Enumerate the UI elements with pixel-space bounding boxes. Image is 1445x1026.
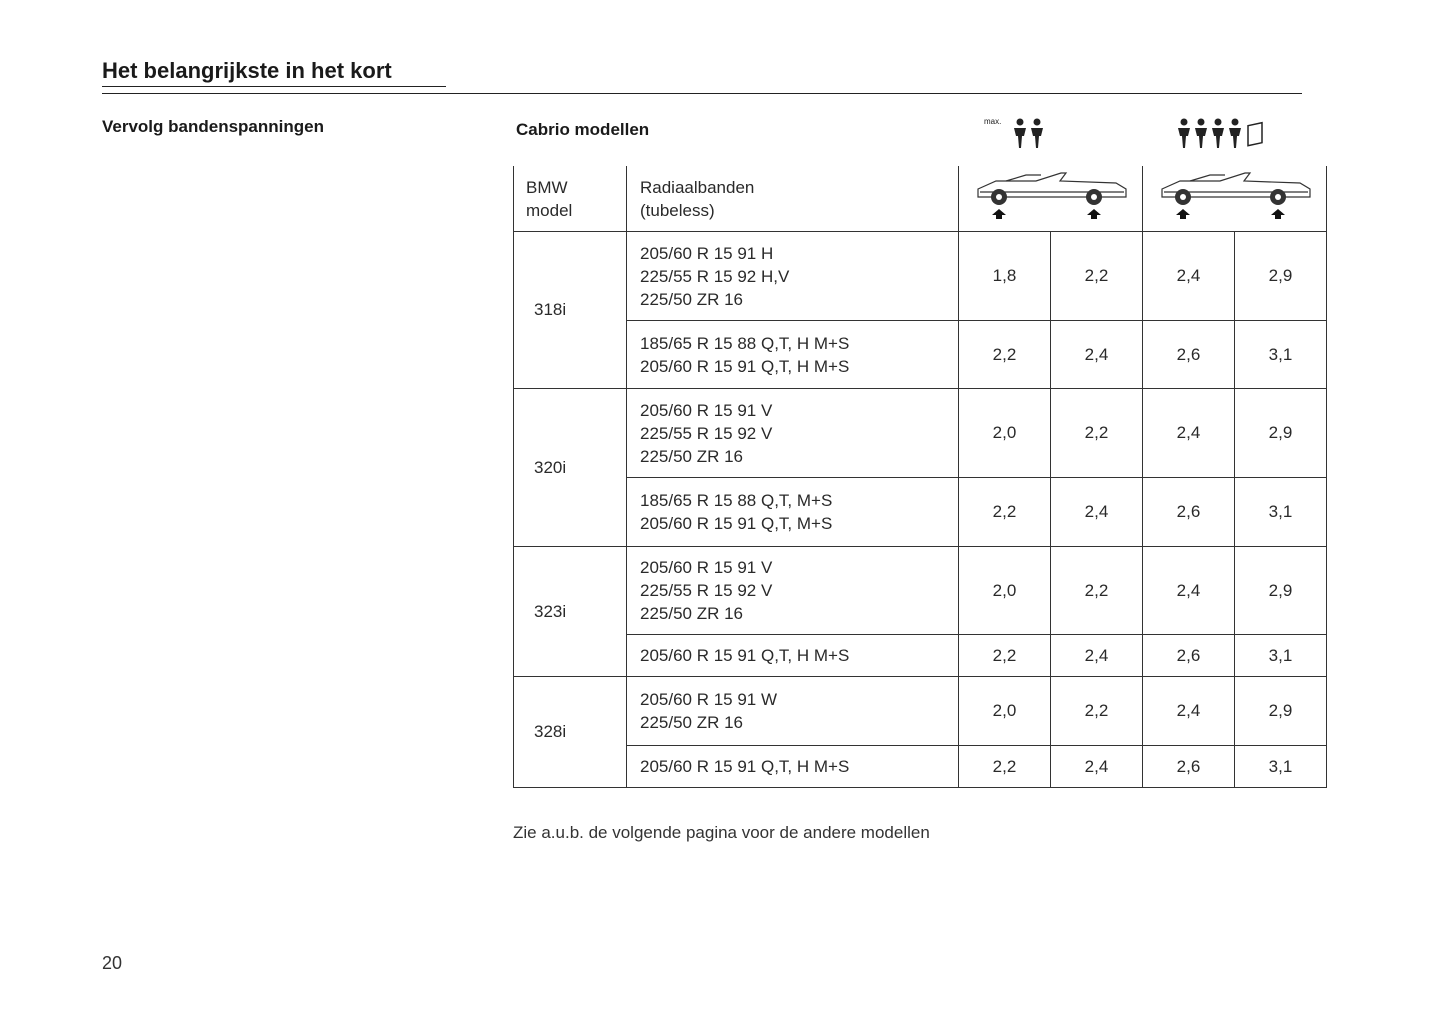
- pressure-value: 2,9: [1235, 232, 1327, 321]
- pressure-value: 3,1: [1235, 746, 1327, 788]
- tyre-size: 225/50 ZR 16: [640, 604, 744, 623]
- section-title: Vervolg bandenspanningen: [102, 117, 324, 136]
- page-number: 20: [102, 953, 123, 973]
- table-row: [514, 389, 1327, 478]
- tyre-cell: [627, 232, 959, 321]
- table-header-row: [514, 166, 1327, 232]
- tyre-size: 205/60 R 15 91 Q,T, H M+S: [640, 757, 850, 776]
- pressure-value: 2,2: [959, 635, 1051, 677]
- pressure-value: 2,4: [1143, 547, 1235, 635]
- header-tyre-line1: Radiaalbanden: [640, 177, 755, 197]
- pressure-value: 2,4: [1051, 746, 1143, 788]
- tyre-size: 225/55 R 15 92 V: [640, 581, 773, 600]
- header-tyre: [627, 166, 959, 232]
- tyre-size: 185/65 R 15 88 Q,T, H M+S: [640, 333, 850, 353]
- pressure-value: 2,2: [959, 321, 1051, 389]
- page-title: Het belangrijkste in het kort: [102, 58, 392, 83]
- tyre-cell: [627, 478, 959, 547]
- header-model-line2: model: [526, 200, 573, 220]
- table-row: [514, 478, 1327, 547]
- header-car-partial-load: [959, 166, 1143, 232]
- four-persons-luggage-icon: [1176, 117, 1272, 149]
- tyre-size: 205/60 R 15 91 Q,T, H M+S: [640, 356, 850, 376]
- pressure-value: 2,2: [1051, 232, 1143, 321]
- header-model: [514, 166, 627, 232]
- tyre-cell: [627, 677, 959, 746]
- tyre-size: 225/55 R 15 92 H,V: [640, 266, 790, 286]
- axle-arrow-icon: [1087, 209, 1101, 219]
- table-row: [514, 547, 1327, 635]
- pressure-value: 1,8: [959, 232, 1051, 321]
- pressure-value: 3,1: [1235, 321, 1327, 389]
- max-label: max.: [984, 117, 1002, 126]
- tyre-size: 225/50 ZR 16: [640, 713, 744, 732]
- tyre-size: 185/65 R 15 88 Q,T, M+S: [640, 491, 833, 510]
- footnote: Zie a.u.b. de volgende pagina voor de andere modellen: [513, 823, 930, 842]
- header-divider: [102, 93, 1302, 94]
- pressure-value: 2,4: [1051, 635, 1143, 677]
- pressure-value: 2,0: [959, 389, 1051, 478]
- two-persons-icon: [984, 117, 1050, 149]
- tyre-size: 205/60 R 15 91 W: [640, 690, 778, 709]
- tyre-cell: [627, 746, 959, 788]
- pressure-value: 2,9: [1235, 389, 1327, 478]
- pressure-value: 2,6: [1143, 746, 1235, 788]
- table-row: [514, 746, 1327, 788]
- table-row: [514, 232, 1327, 321]
- pressure-value: 2,4: [1051, 321, 1143, 389]
- pressure-value: 2,9: [1235, 677, 1327, 746]
- pressure-value: 2,0: [959, 677, 1051, 746]
- table-title: Cabrio modellen: [516, 120, 650, 139]
- axle-arrow-icon: [1176, 209, 1190, 219]
- pressure-value: 2,9: [1235, 547, 1327, 635]
- tyre-size: 205/60 R 15 91 Q,T, H M+S: [640, 646, 850, 665]
- pressure-value: 2,4: [1143, 677, 1235, 746]
- pressure-value: 2,2: [1051, 389, 1143, 478]
- pressure-value: 2,2: [1051, 547, 1143, 635]
- tyre-size: 205/60 R 15 91 H: [640, 243, 774, 263]
- convertible-car-icon: [1150, 167, 1320, 225]
- convertible-car-icon: [966, 167, 1136, 225]
- table-row: [514, 635, 1327, 677]
- pressure-value: 2,6: [1143, 321, 1235, 389]
- tyre-cell: [627, 635, 959, 677]
- pressure-value: 2,2: [959, 746, 1051, 788]
- tyre-cell: [627, 389, 959, 478]
- tyre-size: 225/50 ZR 16: [640, 289, 744, 309]
- tyre-cell: [627, 547, 959, 635]
- table-row: [514, 677, 1327, 746]
- title-underline: [102, 86, 446, 87]
- pressure-value: 3,1: [1235, 478, 1327, 547]
- model-cell: 320i: [514, 389, 627, 547]
- axle-arrow-icon: [1271, 209, 1285, 219]
- pressure-value: 2,6: [1143, 478, 1235, 547]
- axle-arrow-icon: [992, 209, 1006, 219]
- tyre-pressure-table: [513, 166, 1327, 788]
- pressure-value: 3,1: [1235, 635, 1327, 677]
- tyre-cell: [627, 321, 959, 389]
- table-row: [514, 321, 1327, 389]
- tyre-size: 205/60 R 15 91 V: [640, 400, 773, 420]
- pressure-value: 2,2: [1051, 677, 1143, 746]
- pressure-value: 2,2: [959, 478, 1051, 547]
- pressure-value: 2,0: [959, 547, 1051, 635]
- header-car-full-load: [1143, 166, 1327, 232]
- model-cell: 323i: [514, 547, 627, 677]
- header-model-line1: BMW: [526, 177, 568, 197]
- pressure-value: 2,4: [1143, 389, 1235, 478]
- tyre-size: 205/60 R 15 91 Q,T, M+S: [640, 514, 833, 533]
- tyre-size: 205/60 R 15 91 V: [640, 558, 773, 577]
- header-tyre-line2: (tubeless): [640, 200, 715, 220]
- model-cell: 328i: [514, 677, 627, 788]
- tyre-size: 225/55 R 15 92 V: [640, 423, 773, 443]
- pressure-value: 2,4: [1051, 478, 1143, 547]
- model-cell: 318i: [514, 232, 627, 389]
- tyre-size: 225/50 ZR 16: [640, 446, 744, 466]
- pressure-value: 2,6: [1143, 635, 1235, 677]
- pressure-value: 2,4: [1143, 232, 1235, 321]
